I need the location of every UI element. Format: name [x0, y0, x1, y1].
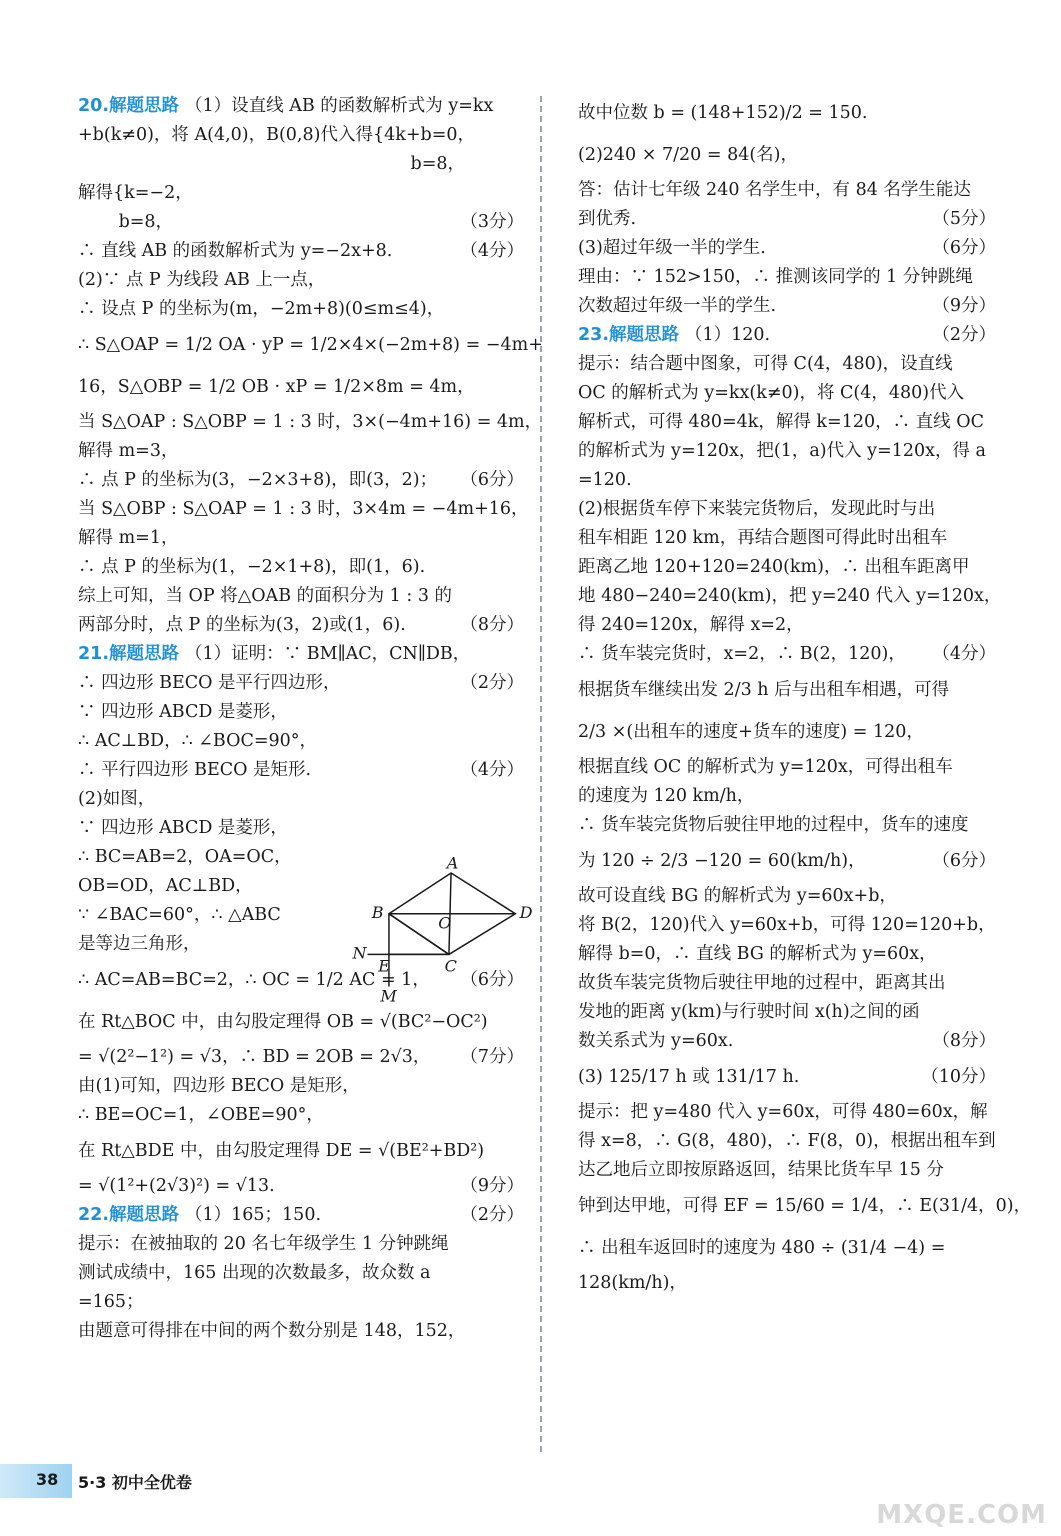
right-line [578, 466, 996, 495]
line-text [78, 756, 311, 785]
score-mark: （4分） [460, 241, 524, 261]
line-text [578, 1027, 733, 1056]
watermark-text: MXQE.COM [876, 1500, 1047, 1530]
score-mark: （4分） [932, 644, 996, 664]
line-body: 数关系式为 y=60x. [578, 1031, 734, 1051]
right-line [578, 1269, 996, 1298]
line-text [78, 582, 452, 611]
right-line [578, 263, 996, 292]
line-body: 2/3 ×(出租车的速度+货车的速度) = 120， [578, 722, 924, 742]
left-line [78, 366, 524, 408]
score-mark: （2分） [460, 673, 524, 693]
line-text [78, 524, 178, 553]
right-line [578, 379, 996, 408]
line-body: 故中位数 b = (148+152)/2 = 150. [578, 103, 868, 123]
left-line [78, 553, 524, 582]
question-number: 21. [78, 644, 110, 664]
line-body: (2)根据货车停下来装完货物后，发现此时与出 [578, 499, 936, 519]
left-line [78, 698, 524, 727]
line-body: 提示：把 y=480 代入 y=60x，可得 480=60x，解 [578, 1102, 988, 1122]
right-line [578, 1127, 996, 1156]
line-body: 根据直线 OC 的解析式为 y=120x，可得出租车 [578, 757, 953, 777]
right-line [578, 92, 996, 134]
line-body: 为 120 ÷ 2/3 −120 = 60(km/h)， [578, 851, 866, 871]
line-body: 解得 m=3， [78, 441, 179, 461]
right-line [578, 998, 996, 1027]
line-text [78, 611, 406, 640]
line-body: ∴ 点 P 的坐标为(1，−2×1+8)，即(1，6). [78, 557, 426, 577]
question-number: 23. [578, 325, 610, 345]
line-body: （1）165；150. [185, 1205, 322, 1225]
score-mark: （4分） [460, 760, 524, 780]
line-body: 到优秀. [578, 209, 637, 229]
line-body: 综上可知，当 OP 将△OAB 的面积分为 1 : 3 的 [78, 586, 453, 606]
line-text [78, 92, 493, 121]
left-line [78, 266, 524, 295]
line-text [78, 1130, 484, 1172]
watermark [875, 1446, 1053, 1532]
solution-heading: 解题思路 [109, 644, 180, 664]
line-body: (2)如图， [78, 789, 156, 809]
line-text [578, 553, 970, 582]
label-n: N [352, 943, 367, 963]
line-text [578, 1156, 944, 1185]
line-text [578, 379, 964, 408]
left-line [78, 1101, 524, 1130]
line-body: =120. [578, 470, 632, 490]
column-divider [540, 96, 542, 1452]
line-text [578, 669, 949, 711]
line-body: 地 480−240=240(km)，把 y=240 代入 y=120x， [578, 586, 1002, 606]
right-line [578, 811, 996, 840]
right-line [578, 711, 996, 753]
line-body: 根据货车继续出发 2/3 h 后与出租车相遇，可得 [578, 680, 950, 700]
left-line [78, 179, 524, 208]
line-body: ∴ AC=AB=BC=2，∴ OC = 1/2 AC = 1， [78, 970, 430, 990]
score-mark: （10分） [921, 1067, 996, 1087]
line-text [578, 1098, 988, 1127]
left-line [78, 1259, 524, 1288]
line-text [578, 408, 984, 437]
line-text [78, 843, 292, 872]
left-line [78, 295, 524, 324]
line-text [578, 1269, 687, 1298]
line-text [578, 611, 804, 640]
solution-heading: 解题思路 [109, 96, 180, 116]
line-body: ∴ S△OAP = 1/2 OA · yP = 1/2×4×(−2m+8) = −4m+ [78, 335, 543, 355]
line-body: OC 的解析式为 y=kx(k≠0)，将 C(4，480)代入 [578, 383, 965, 403]
score-mark: （6分） [932, 851, 996, 871]
line-text [78, 324, 543, 366]
left-line [78, 150, 524, 179]
right-line [578, 437, 996, 466]
line-body: 提示：结合题中图象，可得 C(4，480)，设直线 [578, 354, 953, 374]
line-text [78, 437, 178, 466]
score-mark: （5分） [932, 209, 996, 229]
line-text [578, 582, 1001, 611]
right-column [578, 92, 1032, 1298]
left-line [78, 1172, 524, 1201]
score-mark: （3分） [460, 212, 524, 232]
line-text [578, 840, 866, 882]
right-line [578, 940, 996, 969]
left-line [78, 408, 543, 437]
line-text [578, 437, 986, 466]
left-line [78, 495, 529, 524]
line-text [78, 1230, 449, 1259]
right-line [578, 321, 996, 350]
line-text [578, 1185, 1031, 1227]
left-line [78, 121, 524, 150]
line-text [78, 121, 475, 150]
line-body: 答：估计七年级 240 名学生中，有 84 名学生能达 [578, 180, 971, 200]
solution-heading: 解题思路 [109, 1205, 180, 1225]
line-body: +b(k≠0)，将 A(4,0)，B(0,8)代入得{4k+b=0， [78, 125, 475, 145]
line-text [578, 640, 906, 669]
line-body: 距离乙地 120+120=240(km)，∴ 出租车距离甲 [578, 557, 970, 577]
line-body: (3)超过年级一半的学生. [578, 238, 766, 258]
left-line [78, 437, 524, 466]
line-text [578, 811, 969, 840]
line-body: 得 x=8，∴ G(8，480)，∴ F(8，0)，根据出租车到 [578, 1131, 996, 1151]
line-text [78, 814, 288, 843]
right-line [578, 1056, 996, 1098]
right-line [578, 553, 996, 582]
line-text [78, 1172, 275, 1201]
line-body: 16，S△OBP = 1/2 OB · xP = 1/2×8m = 4m， [78, 377, 475, 397]
score-mark: （6分） [460, 470, 524, 490]
line-text [578, 753, 953, 782]
line-body: （1）120. [685, 325, 771, 345]
line-text [578, 495, 935, 524]
line-text [578, 998, 920, 1027]
score-mark: （2分） [932, 325, 996, 345]
line-body: ∴ 直线 AB 的函数解析式为 y=−2x+8. [78, 241, 393, 261]
line-text [578, 134, 798, 176]
line-text [78, 669, 341, 698]
line-text [578, 205, 636, 234]
line-text [78, 901, 281, 930]
line-body: (3) 125/17 h 或 131/17 h. [578, 1067, 800, 1087]
right-line [578, 911, 996, 940]
line-text [78, 366, 475, 408]
line-body: 测试成绩中，165 出现的次数最多，故众数 a [78, 1263, 431, 1283]
right-line [578, 969, 996, 998]
line-body: 达乙地后立即按原路返回，结果比货车早 15 分 [578, 1160, 944, 1180]
line-body: 故可设直线 BG 的解析式为 y=60x+b， [578, 886, 897, 906]
line-body: 由题意可得排在中间的两个数分别是 148，152， [78, 1321, 466, 1341]
line-body: ∴ AC⊥BD，∴ ∠BOC=90°， [78, 731, 318, 751]
line-body: ∴ 平行四边形 BECO 是矩形. [78, 760, 312, 780]
line-text [578, 1056, 799, 1098]
line-text [578, 782, 754, 811]
line-text [78, 698, 288, 727]
label-o: O [438, 913, 452, 933]
line-text [578, 92, 867, 134]
label-m: M [380, 986, 397, 1006]
score-mark: （6分） [460, 970, 524, 990]
line-body: b=8， [78, 154, 465, 174]
left-line [78, 669, 524, 698]
right-line [578, 408, 996, 437]
line-body: 两部分时，点 P 的坐标为(3，2)或(1，6). [78, 615, 406, 635]
line-text [578, 524, 947, 553]
label-d: D [519, 903, 533, 922]
line-body: (2)∵ 点 P 为线段 AB 上一点， [78, 270, 326, 290]
line-text [578, 911, 996, 940]
line-body: b=8， [78, 212, 174, 232]
left-line [78, 611, 524, 640]
right-line [578, 495, 996, 524]
line-text [78, 495, 529, 524]
right-line [578, 640, 996, 669]
line-body: (2)240 × 7/20 = 84(名)， [578, 145, 798, 165]
line-body: 当 S△OAP : S△OBP = 1 : 3 时，3×(−4m+16) = 4m， [78, 412, 543, 432]
line-body: ∴ 四边形 BECO 是平行四边形， [78, 673, 341, 693]
rhombus-figure [340, 853, 533, 1008]
line-body: 故货车装完货物后驶往甲地的过程中，距离其出 [578, 973, 946, 993]
left-line [78, 208, 524, 237]
line-body: 得 240=120x，解得 x=2， [578, 615, 804, 635]
line-text [578, 176, 971, 205]
line-body: 钟到达甲地，可得 EF = 15/60 = 1/4，∴ E(31/4，0)， [578, 1196, 1032, 1216]
right-line [578, 524, 996, 553]
right-line [578, 582, 1002, 611]
line-text [78, 640, 470, 669]
line-body: 将 B(2，120)代入 y=60x+b，可得 120=120+b， [578, 915, 996, 935]
line-body: 解得 b=0，∴ 直线 BG 的解析式为 y=60x， [578, 944, 937, 964]
score-mark: （6分） [932, 238, 996, 258]
line-body: 解得{k=−2， [78, 183, 193, 203]
right-line [578, 176, 996, 205]
line-body: = √(1²+(2√3)²) = √13. [78, 1176, 275, 1196]
line-body: ∴ 点 P 的坐标为(3，−2×3+8)，即(3，2)； [78, 470, 438, 490]
book-title: 5·3 初中全优卷 [78, 1473, 192, 1492]
score-mark: （9分） [932, 296, 996, 316]
right-line [578, 1027, 996, 1056]
right-line [578, 205, 996, 234]
line-body: 当 S△OBP : S△OAP = 1 : 3 时，3×4m = −4m+16， [78, 499, 529, 519]
line-text [78, 1101, 324, 1130]
score-mark: （7分） [460, 1047, 524, 1067]
line-body: （1）证明：∵ BM∥AC，CN∥DB， [185, 644, 471, 664]
left-line [78, 1072, 524, 1101]
line-text [578, 234, 766, 263]
question-number: 20. [78, 96, 110, 116]
line-body: =165； [78, 1292, 144, 1312]
line-body: ∵ 四边形 ABCD 是菱形， [78, 702, 288, 722]
line-text [78, 553, 425, 582]
line-body: OB=OD，AC⊥BD， [78, 876, 253, 896]
solution-heading: 解题思路 [609, 325, 680, 345]
score-mark: （9分） [460, 1176, 524, 1196]
line-text [78, 1288, 144, 1317]
line-body: ∴ 货车装完货时，x=2，∴ B(2，120)， [578, 644, 906, 664]
label-e: E [378, 956, 390, 976]
line-body: 次数超过年级一半的学生. [578, 296, 777, 316]
line-body: 解得 m=1， [78, 528, 179, 548]
right-line [578, 669, 996, 711]
line-body: 租车相距 120 km，再结合题图可得此时出租车 [578, 528, 948, 548]
line-text [578, 1127, 996, 1156]
right-line [578, 882, 996, 911]
left-line [78, 1230, 524, 1259]
line-body: = √(2²−1²) = √3，∴ BD = 2OB = 2√3， [78, 1047, 431, 1067]
line-text [78, 1043, 430, 1072]
right-line [578, 1185, 1032, 1227]
line-body: ∵ 四边形 ABCD 是菱形， [78, 818, 288, 838]
line-text [578, 263, 973, 292]
line-text [78, 208, 173, 237]
line-text [78, 930, 201, 959]
label-b: B [371, 903, 384, 922]
left-line [78, 1201, 524, 1230]
line-text [78, 150, 465, 179]
line-body: 发地的距离 y(km)与行驶时间 x(h)之间的函 [578, 1002, 920, 1022]
line-text [578, 940, 937, 969]
label-c: C [444, 956, 457, 976]
line-text [578, 1227, 945, 1269]
left-line [78, 1043, 524, 1072]
left-line [78, 727, 524, 756]
line-text [78, 1317, 465, 1346]
left-line [78, 1288, 524, 1317]
line-body: ∴ 设点 P 的坐标为(m，−2m+8)(0≤m≤4)， [78, 299, 445, 319]
left-line [78, 1317, 524, 1346]
line-body: 的解析式为 y=120x，把(1，a)代入 y=120x，得 a [578, 441, 986, 461]
right-line [578, 134, 996, 176]
left-line [78, 92, 524, 121]
line-body: 由(1)可知，四边形 BECO 是矩形， [78, 1076, 360, 1096]
line-text [78, 1201, 321, 1230]
line-body: 是等边三角形， [78, 934, 201, 954]
page-footer [0, 1464, 260, 1498]
right-line [578, 1156, 996, 1185]
line-text [78, 1072, 360, 1101]
line-text [578, 969, 946, 998]
line-text [578, 292, 776, 321]
line-body: 解析式，可得 480=4k，解得 k=120，∴ 直线 OC [578, 412, 984, 432]
left-line [78, 785, 524, 814]
line-text [78, 727, 317, 756]
line-text [78, 237, 392, 266]
line-text [78, 266, 325, 295]
right-line [578, 292, 996, 321]
line-body: 128(km/h)， [578, 1273, 687, 1293]
score-mark: （8分） [932, 1031, 996, 1051]
left-line [78, 466, 524, 495]
right-line [578, 350, 996, 379]
left-line [78, 1130, 524, 1172]
page-number: 38 [36, 1470, 59, 1489]
score-mark: （8分） [460, 615, 524, 635]
right-line [578, 234, 996, 263]
line-body: ∵ ∠BAC=60°，∴ △ABC [78, 905, 281, 925]
line-text [78, 295, 444, 324]
right-line [578, 1098, 996, 1127]
line-body: 在 Rt△BOC 中，由勾股定理得 OB = √(BC²−OC²) [78, 1012, 488, 1032]
line-text [78, 179, 193, 208]
left-line [78, 582, 524, 611]
line-text [578, 321, 770, 350]
line-body: 理由：∵ 152>150，∴ 推测该同学的 1 分钟跳绳 [578, 267, 973, 287]
left-line [78, 640, 524, 669]
line-text [578, 711, 924, 753]
line-text [78, 872, 253, 901]
right-line [578, 1227, 996, 1269]
line-text [78, 1259, 430, 1288]
line-body: 的速度为 120 km/h， [578, 786, 755, 806]
right-line [578, 782, 996, 811]
left-column [78, 92, 543, 1346]
right-line [578, 840, 996, 882]
line-text [578, 466, 632, 495]
score-mark: （2分） [460, 1205, 524, 1225]
line-text [78, 408, 542, 437]
line-body: ∴ BE=OC=1，∠OBE=90°， [78, 1105, 324, 1125]
line-body: ∴ 出租车返回时的速度为 480 ÷ (31/4 −4) = [578, 1238, 946, 1258]
line-text [78, 785, 155, 814]
line-text [578, 882, 897, 911]
left-line [78, 524, 524, 553]
right-line [578, 753, 996, 782]
question-number: 22. [78, 1205, 110, 1225]
left-line [78, 814, 524, 843]
line-text [78, 466, 437, 495]
line-body: 在 Rt△BDE 中，由勾股定理得 DE = √(BE²+BD²) [78, 1141, 485, 1161]
line-body: （1）设直线 AB 的函数解析式为 y=kx [185, 96, 494, 116]
right-line [578, 611, 996, 640]
line-body: ∴ BC=AB=2，OA=OC， [78, 847, 292, 867]
line-text [578, 350, 953, 379]
label-a: A [446, 853, 459, 873]
left-line [78, 756, 524, 785]
line-body: 提示：在被抽取的 20 名七年级学生 1 分钟跳绳 [78, 1234, 449, 1254]
line-body: ∴ 货车装完货物后驶往甲地的过程中，货车的速度 [578, 815, 969, 835]
left-line [78, 237, 524, 266]
left-line [78, 324, 543, 366]
